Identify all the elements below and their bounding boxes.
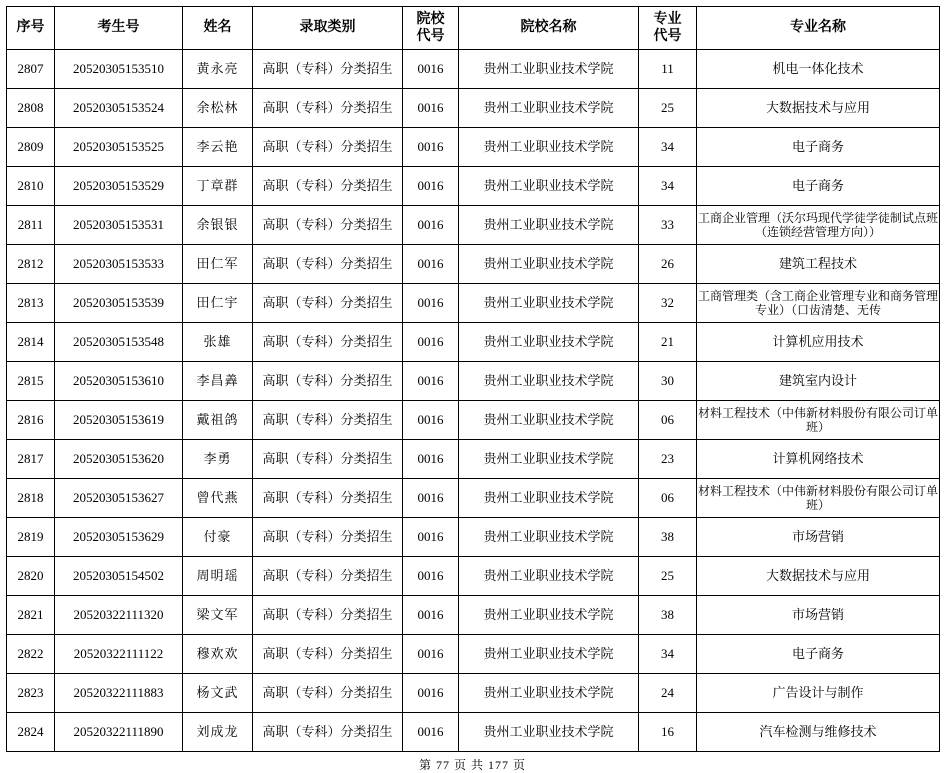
- table-row: [7, 401, 940, 440]
- cell-exam-no: 20520305153620: [55, 440, 183, 479]
- cell-admit-type: 高职（专科）分类招生: [253, 89, 403, 128]
- cell-major-code: 38: [639, 518, 697, 557]
- table-row: [7, 362, 940, 401]
- column-header-seq: 序号: [7, 7, 55, 50]
- cell-college-name: 贵州工业职业技术学院: [459, 362, 639, 401]
- cell-major-name: 工商企业管理（沃尔玛现代学徒学徒制试点班（连锁经营管理方向））: [697, 206, 940, 245]
- cell-admit-type: 高职（专科）分类招生: [253, 323, 403, 362]
- cell-exam-no: 20520322111320: [55, 596, 183, 635]
- cell-college-name: 贵州工业职业技术学院: [459, 557, 639, 596]
- table-row: [7, 440, 940, 479]
- table-row: [7, 323, 940, 362]
- cell-major-code: 21: [639, 323, 697, 362]
- cell-seq: 2808: [7, 89, 55, 128]
- page-footer: 第 77 页 共 177 页: [418, 758, 526, 772]
- cell-college-code: 0016: [403, 479, 459, 518]
- cell-exam-no: 20520322111122: [55, 635, 183, 674]
- cell-college-name: 贵州工业职业技术学院: [459, 401, 639, 440]
- cell-name: 李昌羴: [183, 362, 253, 401]
- cell-college-code: 0016: [403, 50, 459, 89]
- cell-major-code: 23: [639, 440, 697, 479]
- column-header-major-code: [639, 7, 697, 50]
- column-header-name: 姓名: [183, 7, 253, 50]
- cell-exam-no: 20520305153531: [55, 206, 183, 245]
- cell-exam-no: 20520305153610: [55, 362, 183, 401]
- cell-major-code: 11: [639, 50, 697, 89]
- cell-college-code: 0016: [403, 713, 459, 752]
- cell-college-code: 0016: [403, 206, 459, 245]
- cell-exam-no: 20520305153524: [55, 89, 183, 128]
- table-row: [7, 50, 940, 89]
- column-header-college-code: [403, 7, 459, 50]
- cell-major-name: 电子商务: [697, 635, 940, 674]
- cell-exam-no: 20520305153619: [55, 401, 183, 440]
- cell-exam-no: 20520305153533: [55, 245, 183, 284]
- cell-admit-type: 高职（专科）分类招生: [253, 206, 403, 245]
- cell-college-name: 贵州工业职业技术学院: [459, 440, 639, 479]
- cell-admit-type: 高职（专科）分类招生: [253, 518, 403, 557]
- cell-admit-type: 高职（专科）分类招生: [253, 440, 403, 479]
- table-row: [7, 167, 940, 206]
- table-row: [7, 518, 940, 557]
- cell-name: 张雄: [183, 323, 253, 362]
- cell-major-code: 06: [639, 479, 697, 518]
- cell-seq: 2822: [7, 635, 55, 674]
- cell-major-name: 广告设计与制作: [697, 674, 940, 713]
- cell-name: 曾代燕: [183, 479, 253, 518]
- cell-seq: 2810: [7, 167, 55, 206]
- cell-name: 余松林: [183, 89, 253, 128]
- cell-college-code: 0016: [403, 128, 459, 167]
- cell-major-name: 市场营销: [697, 518, 940, 557]
- cell-name: 梁文军: [183, 596, 253, 635]
- cell-major-name: 机电一体化技术: [697, 50, 940, 89]
- table-header: [7, 7, 940, 50]
- cell-name: 田仁宇: [183, 284, 253, 323]
- cell-exam-no: 20520305154502: [55, 557, 183, 596]
- cell-major-code: 06: [639, 401, 697, 440]
- table-row: [7, 557, 940, 596]
- cell-college-name: 贵州工业职业技术学院: [459, 674, 639, 713]
- cell-major-code: 16: [639, 713, 697, 752]
- cell-major-name: 工商管理类（含工商企业管理专业和商务管理专业）（口齿清楚、无传: [697, 284, 940, 323]
- cell-college-code: 0016: [403, 440, 459, 479]
- cell-college-code: 0016: [403, 284, 459, 323]
- cell-admit-type: 高职（专科）分类招生: [253, 596, 403, 635]
- cell-exam-no: 20520305153629: [55, 518, 183, 557]
- cell-major-name: 电子商务: [697, 167, 940, 206]
- cell-college-code: 0016: [403, 596, 459, 635]
- cell-seq: 2812: [7, 245, 55, 284]
- cell-major-code: 34: [639, 635, 697, 674]
- cell-name: 田仁军: [183, 245, 253, 284]
- cell-college-name: 贵州工业职业技术学院: [459, 245, 639, 284]
- column-header-college-name: 院校名称: [459, 7, 639, 50]
- cell-exam-no: 20520305153529: [55, 167, 183, 206]
- cell-college-code: 0016: [403, 518, 459, 557]
- cell-admit-type: 高职（专科）分类招生: [253, 167, 403, 206]
- cell-seq: 2819: [7, 518, 55, 557]
- cell-exam-no: 20520305153548: [55, 323, 183, 362]
- cell-seq: 2818: [7, 479, 55, 518]
- cell-admit-type: 高职（专科）分类招生: [253, 50, 403, 89]
- cell-major-name: 建筑室内设计: [697, 362, 940, 401]
- cell-college-name: 贵州工业职业技术学院: [459, 323, 639, 362]
- cell-college-name: 贵州工业职业技术学院: [459, 518, 639, 557]
- cell-name: 杨文武: [183, 674, 253, 713]
- cell-major-name: 建筑工程技术: [697, 245, 940, 284]
- cell-major-code: 33: [639, 206, 697, 245]
- table-row: [7, 479, 940, 518]
- cell-admit-type: 高职（专科）分类招生: [253, 557, 403, 596]
- cell-name: 穆欢欢: [183, 635, 253, 674]
- cell-college-name: 贵州工业职业技术学院: [459, 596, 639, 635]
- cell-major-name: 计算机网络技术: [697, 440, 940, 479]
- cell-major-code: 38: [639, 596, 697, 635]
- cell-admit-type: 高职（专科）分类招生: [253, 635, 403, 674]
- cell-college-code: 0016: [403, 401, 459, 440]
- column-header-admit-type: 录取类别: [253, 7, 403, 50]
- cell-college-code: 0016: [403, 557, 459, 596]
- table-row: [7, 674, 940, 713]
- cell-exam-no: 20520305153525: [55, 128, 183, 167]
- table-row: [7, 635, 940, 674]
- cell-seq: 2813: [7, 284, 55, 323]
- cell-college-name: 贵州工业职业技术学院: [459, 167, 639, 206]
- cell-college-name: 贵州工业职业技术学院: [459, 50, 639, 89]
- cell-name: 刘成龙: [183, 713, 253, 752]
- cell-admit-type: 高职（专科）分类招生: [253, 362, 403, 401]
- cell-name: 余银银: [183, 206, 253, 245]
- cell-name: 戴祖鸽: [183, 401, 253, 440]
- cell-major-code: 30: [639, 362, 697, 401]
- cell-seq: 2823: [7, 674, 55, 713]
- cell-admit-type: 高职（专科）分类招生: [253, 401, 403, 440]
- cell-admit-type: 高职（专科）分类招生: [253, 713, 403, 752]
- cell-seq: 2815: [7, 362, 55, 401]
- cell-major-name: 材料工程技术（中伟新材料股份有限公司订单班）: [697, 479, 940, 518]
- cell-exam-no: 20520322111883: [55, 674, 183, 713]
- cell-college-code: 0016: [403, 635, 459, 674]
- cell-major-name: 汽车检测与维修技术: [697, 713, 940, 752]
- cell-college-name: 贵州工业职业技术学院: [459, 206, 639, 245]
- cell-major-code: 24: [639, 674, 697, 713]
- cell-name: 付豪: [183, 518, 253, 557]
- cell-college-code: 0016: [403, 167, 459, 206]
- cell-name: 李勇: [183, 440, 253, 479]
- table-row: [7, 89, 940, 128]
- cell-college-code: 0016: [403, 362, 459, 401]
- cell-exam-no: 20520322111890: [55, 713, 183, 752]
- cell-college-code: 0016: [403, 89, 459, 128]
- table-row: [7, 284, 940, 323]
- cell-college-code: 0016: [403, 323, 459, 362]
- cell-major-code: 25: [639, 89, 697, 128]
- cell-seq: 2809: [7, 128, 55, 167]
- cell-exam-no: 20520305153510: [55, 50, 183, 89]
- cell-college-name: 贵州工业职业技术学院: [459, 284, 639, 323]
- table-row: [7, 245, 940, 284]
- cell-major-name: 材料工程技术（中伟新材料股份有限公司订单班）: [697, 401, 940, 440]
- column-header-college-code-line1: 院校: [416, 11, 445, 27]
- column-header-major-code-line1: 专业: [653, 11, 682, 27]
- table-body: [7, 50, 940, 752]
- cell-admit-type: 高职（专科）分类招生: [253, 284, 403, 323]
- cell-college-name: 贵州工业职业技术学院: [459, 89, 639, 128]
- cell-major-code: 34: [639, 167, 697, 206]
- cell-major-name: 市场营销: [697, 596, 940, 635]
- cell-seq: 2824: [7, 713, 55, 752]
- cell-exam-no: 20520305153627: [55, 479, 183, 518]
- cell-admit-type: 高职（专科）分类招生: [253, 479, 403, 518]
- cell-college-name: 贵州工业职业技术学院: [459, 635, 639, 674]
- cell-admit-type: 高职（专科）分类招生: [253, 245, 403, 284]
- cell-college-code: 0016: [403, 674, 459, 713]
- column-header-major-code-line2: 代号: [653, 29, 682, 44]
- cell-college-code: 0016: [403, 245, 459, 284]
- admission-roster-table: [6, 6, 940, 752]
- cell-major-name: 电子商务: [697, 128, 940, 167]
- header-row: [7, 7, 940, 50]
- table-row: [7, 206, 940, 245]
- column-header-major-name: 专业名称: [697, 7, 940, 50]
- cell-name: 黄永亮: [183, 50, 253, 89]
- cell-major-code: 26: [639, 245, 697, 284]
- cell-seq: 2816: [7, 401, 55, 440]
- cell-major-name: 大数据技术与应用: [697, 89, 940, 128]
- table-row: [7, 713, 940, 752]
- column-header-college-code-line2: 代号: [416, 29, 445, 44]
- cell-name: 丁章群: [183, 167, 253, 206]
- cell-seq: 2820: [7, 557, 55, 596]
- cell-admit-type: 高职（专科）分类招生: [253, 128, 403, 167]
- cell-major-code: 32: [639, 284, 697, 323]
- column-header-exam-no: 考生号: [55, 7, 183, 50]
- cell-seq: 2811: [7, 206, 55, 245]
- cell-seq: 2807: [7, 50, 55, 89]
- cell-major-code: 25: [639, 557, 697, 596]
- cell-college-name: 贵州工业职业技术学院: [459, 479, 639, 518]
- cell-college-name: 贵州工业职业技术学院: [459, 128, 639, 167]
- cell-seq: 2817: [7, 440, 55, 479]
- cell-college-name: 贵州工业职业技术学院: [459, 713, 639, 752]
- cell-exam-no: 20520305153539: [55, 284, 183, 323]
- cell-admit-type: 高职（专科）分类招生: [253, 674, 403, 713]
- cell-major-name: 大数据技术与应用: [697, 557, 940, 596]
- cell-major-code: 34: [639, 128, 697, 167]
- table-row: [7, 128, 940, 167]
- cell-name: 李云艳: [183, 128, 253, 167]
- cell-seq: 2814: [7, 323, 55, 362]
- table-row: [7, 596, 940, 635]
- cell-seq: 2821: [7, 596, 55, 635]
- cell-name: 周明瑶: [183, 557, 253, 596]
- cell-major-name: 计算机应用技术: [697, 323, 940, 362]
